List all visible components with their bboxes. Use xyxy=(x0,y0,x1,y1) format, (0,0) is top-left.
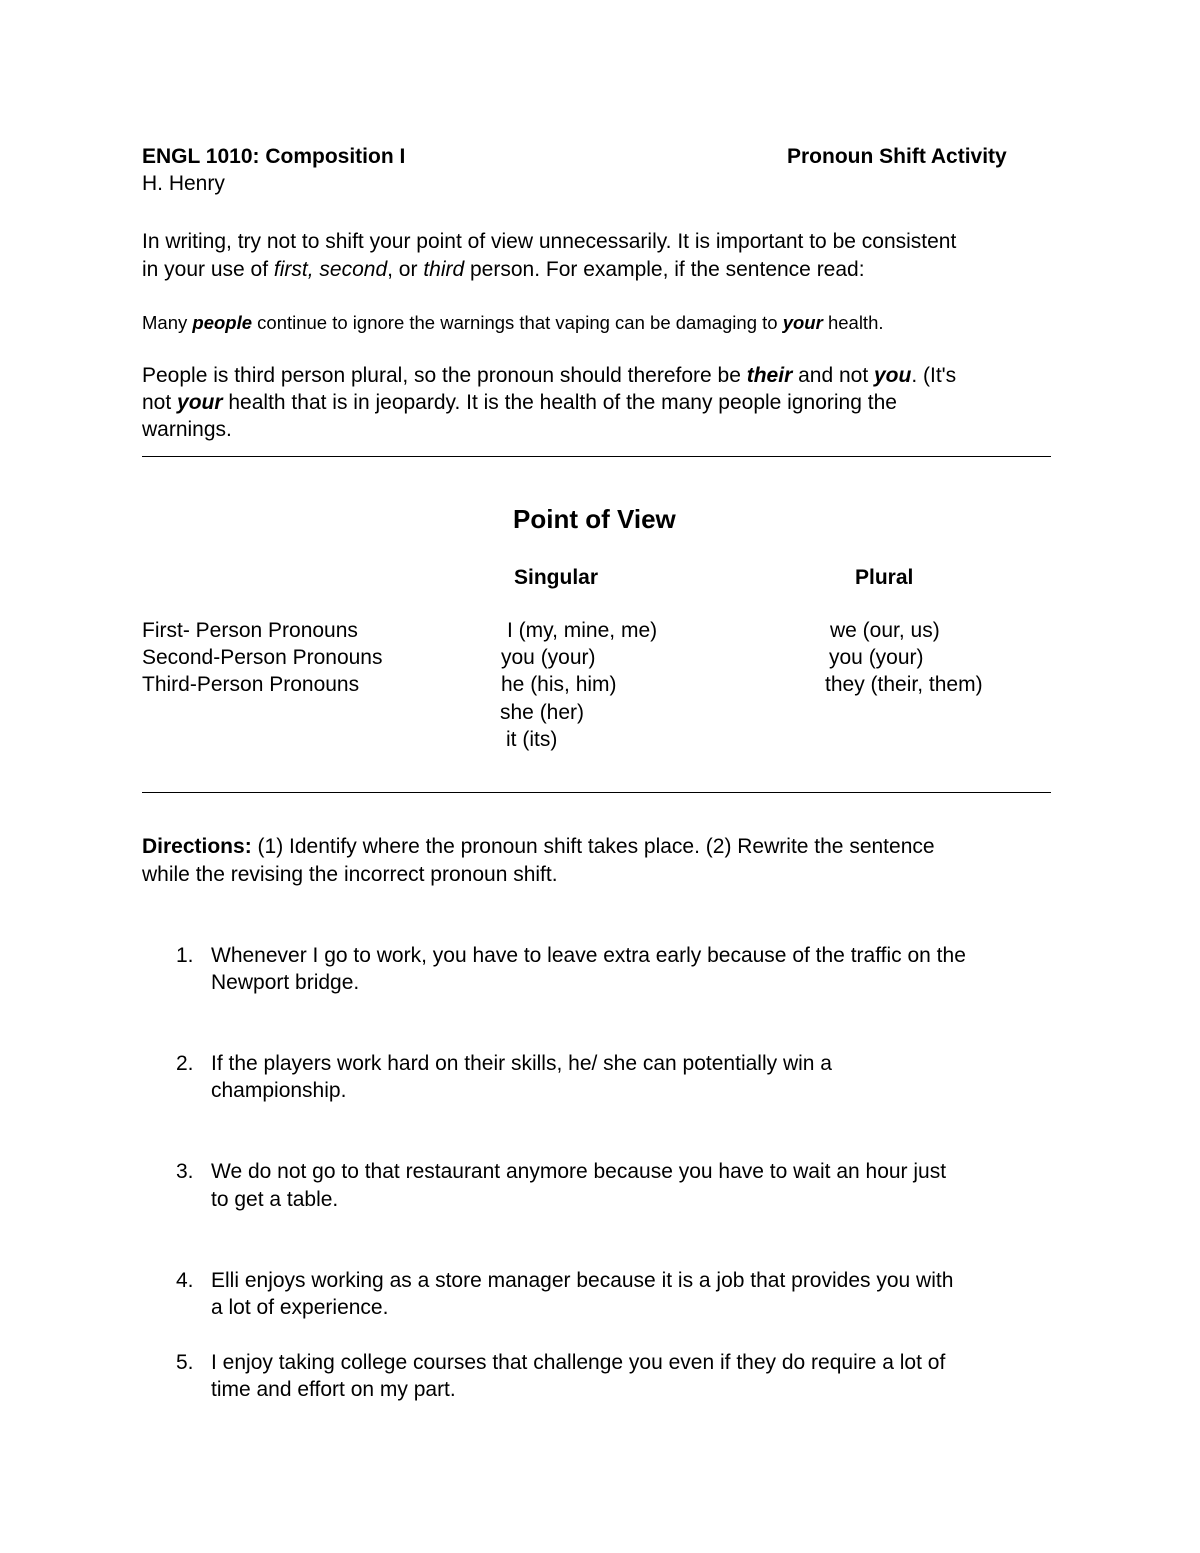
activity-title: Pronoun Shift Activity xyxy=(787,145,1007,168)
item-number: 4. xyxy=(176,1269,194,1292)
item-number: 2. xyxy=(176,1052,194,1075)
item-number: 1. xyxy=(176,944,194,967)
item-line-1: Whenever I go to work, you have to leave extra early because of the traffic on the xyxy=(211,944,966,967)
item-line-2: a lot of experience. xyxy=(211,1296,389,1319)
item-line-2: to get a table. xyxy=(211,1188,339,1211)
item-number: 3. xyxy=(176,1160,194,1183)
item-number: 5. xyxy=(176,1351,194,1374)
explanation-line-2: not your health that is in jeopardy. It is the health of the many people ignoring the xyxy=(142,391,897,414)
pov-extra-singular: it (its) xyxy=(506,728,558,751)
intro-line-1: In writing, try not to shift your point of view unnecessarily. It is important to be consistent xyxy=(142,230,957,253)
pov-row-label: First- Person Pronouns xyxy=(142,619,358,642)
pov-row-plural: you (your) xyxy=(829,646,924,669)
item-line-1: If the players work hard on their skills, he/ she can potentially win a xyxy=(211,1052,832,1075)
pov-row-singular: I (my, mine, me) xyxy=(507,619,658,642)
intro-line-2: in your use of first, second, or third person. For example, if the sentence read: xyxy=(142,258,865,281)
pov-row-singular: he (his, him) xyxy=(501,673,617,696)
pov-title: Point of View xyxy=(513,504,676,534)
item-line-1: We do not go to that restaurant anymore because you have to wait an hour just xyxy=(211,1160,947,1183)
pov-header-singular: Singular xyxy=(514,566,599,589)
pov-row-singular: you (your) xyxy=(501,646,596,669)
item-line-1: Elli enjoys working as a store manager because it is a job that provides you with xyxy=(211,1269,954,1292)
directions-line-1: Directions: (1) Identify where the pronoun shift takes place. (2) Rewrite the sentence xyxy=(142,835,935,858)
item-line-2: time and effort on my part. xyxy=(211,1378,456,1401)
author-name: H. Henry xyxy=(142,172,225,195)
item-line-2: championship. xyxy=(211,1079,347,1102)
directions-line-2: while the revising the incorrect pronoun shift. xyxy=(142,863,558,886)
pov-row-plural: they (their, them) xyxy=(825,673,983,696)
course-title: ENGL 1010: Composition I xyxy=(142,145,406,168)
explanation-line-1: People is third person plural, so the pronoun should therefore be their and not you. (It's xyxy=(142,364,957,387)
pov-row-label: Second-Person Pronouns xyxy=(142,646,383,669)
divider-top xyxy=(142,456,1056,457)
explanation-line-3: warnings. xyxy=(142,418,232,441)
pov-row-plural: we (our, us) xyxy=(830,619,940,642)
pov-row-label: Third-Person Pronouns xyxy=(142,673,360,696)
pov-header-plural: Plural xyxy=(855,566,914,589)
divider-bottom xyxy=(142,792,1056,793)
pov-extra-singular: she (her) xyxy=(500,701,585,724)
item-line-2: Newport bridge. xyxy=(211,971,360,994)
example-sentence: Many people continue to ignore the warnings that vaping can be damaging to your health. xyxy=(142,312,884,333)
item-line-1: I enjoy taking college courses that challenge you even if they do require a lot of xyxy=(211,1351,946,1374)
